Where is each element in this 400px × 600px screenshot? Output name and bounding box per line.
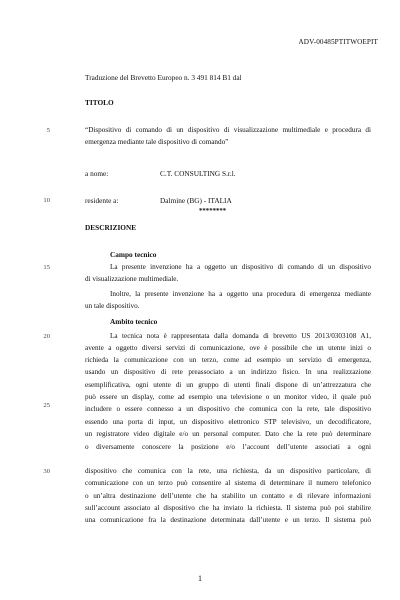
ambito-line-7: includere o essere connesso a un dispositivo che comunica con la rete, tale dispositivo [85, 405, 371, 413]
title-line-1: “Dispositivo di comando di un dispositivo di visualizzazione multimediale e procedura di [85, 126, 371, 134]
residence-label: residente a: [85, 196, 119, 205]
ambito-line-10: o diversamente conoscere la posizione e/o l’account dell’utente associati a ogni [85, 443, 371, 451]
ambito-line-13: o un’altra destinazione dell’utente che ha stabilito un contatto e di rilevare informazioni [85, 492, 371, 500]
ambito-line-1: La tecnica nota è rappresentata dalla domanda di brevetto US 2013/0303108 A1, [110, 332, 371, 340]
ambito-line-2: avente a oggetto diversi servizi di comunicazione, ove è possibile che un utente inizi o [85, 344, 371, 352]
line-number-5: 5 [46, 127, 50, 134]
ambito-line-14: sull’account associato al dispositivo che ha inviato la richiesta. Il sistema può poi stabilire [85, 504, 371, 512]
ambito-line-3: richieda la comunicazione con un terzo, come ad esempio un servizio di emergenza, [85, 356, 371, 364]
title-line-2: emergenza mediante tale dispositivo di comando” [85, 138, 229, 146]
line-number-10: 10 [43, 197, 50, 204]
ambito-line-15: una comunicazione fra la destinazione determinata dall’utente e un terzo. Il sistema può [85, 516, 371, 524]
ambito-tecnico-heading: Ambito tecnico [110, 317, 158, 326]
ambito-line-11: dispositivo che comunica con la rete, una richiesta, da un dispositivo particolare, di [85, 467, 371, 475]
residence-value: Dalmine (BG) - ITALIA [160, 196, 232, 205]
ambito-line-8: essendo una porta di input, un dispositivo elettronico STP televisivo, un decodificatore, [85, 418, 371, 426]
titolo-heading: TITOLO [85, 98, 114, 107]
line-number-30: 30 [43, 468, 50, 475]
ambito-line-5: esemplificativa, ogni utente di un gruppo di utenti finali dispone di un’attrezzatura che [85, 381, 371, 389]
campo-tecnico-heading: Campo tecnico [110, 250, 157, 259]
page-number: 1 [198, 574, 202, 583]
line-number-15: 15 [43, 264, 50, 271]
ambito-line-12: comunicazione con un terzo può consentire al sistema di determinare il numero telefonico [85, 479, 371, 487]
owner-label: a nome: [85, 169, 109, 178]
line-number-25: 25 [43, 402, 50, 409]
ambito-line-6: può essere un display, come ad esempio una televisione o un monitor video, il quale può [85, 393, 371, 401]
campo-line-2: di visualizzazione multimediale. [85, 275, 179, 283]
ambito-line-9: un registratore video digitale e/o un personal computer. Dato che la rete può determinare [85, 430, 371, 438]
owner-value: C.T. CONSULTING S.r.l. [160, 169, 236, 178]
translation-line: Traduzione del Brevetto Europeo n. 3 491 814 B1 dal [85, 73, 242, 82]
separator-stars: ******** [199, 208, 227, 215]
line-number-20: 20 [43, 333, 50, 340]
campo-line-4: un tale dispositivo. [85, 302, 140, 310]
campo-line-1: La presente invenzione ha a oggetto un dispositivo di comando di un dispositivo [110, 263, 371, 271]
document-code: ADV-00485PTITWOEPIT [298, 38, 378, 46]
campo-line-3: Inoltre, la presente invenzione ha a oggetto una procedura di emergenza mediante [110, 290, 371, 298]
descrizione-heading: DESCRIZIONE [85, 223, 137, 232]
ambito-line-4: usando un dispositivo di rete preassociato a un indirizzo fisico. In una realizzazione [85, 368, 371, 376]
